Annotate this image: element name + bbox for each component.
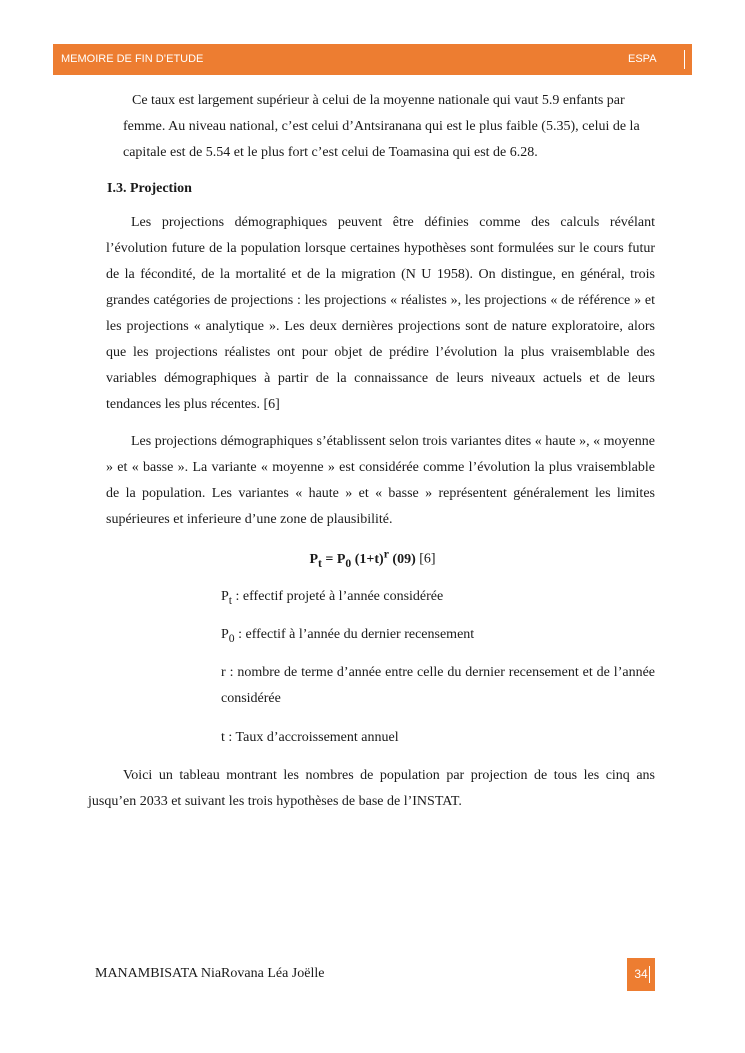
definition-pt: $P_t$ : effectif projeté à l’année considérée	[221, 589, 444, 607]
paragraph-projection-definition: Les projections démographiques peuvent être définies comme des calculs révélant l’évolution future de la population lorsque certaines hypothèses sont formulées sur le cours futur de la fécondité, de la mortalité et de la migration (N U 1958). On distingue, en général, trois grandes catégories de projections : les projections « réalistes », les projections « de référence » et les projections « analytique ». Les deux dernières projections sont de nature exploratoire, alors que les projections réalistes ont pour objet de prédire l’évolution la plus vraisemblable des variables démographiques à partir de la connaissance de leurs niveaux actuels et de leurs tendances les plus récentes. [6]	[106, 215, 655, 412]
header-title: MEMOIRE DE FIN D’ETUDE	[61, 53, 204, 65]
header-institution: ESPA	[628, 53, 657, 65]
page-number: 34	[634, 967, 648, 981]
footer-author: MANAMBISATA NiaRovana Léa Joëlle	[95, 966, 325, 981]
page-header	[53, 44, 692, 75]
header-separator	[684, 50, 685, 69]
definition-p0: $P_0$ : effectif à l’année du dernier recensement	[221, 627, 475, 645]
page-number-bar	[649, 966, 650, 983]
definition-r: r : nombre de terme d’année entre celle du dernier recensement et de l’année considérée	[221, 665, 655, 706]
definition-t: t : Taux d’accroissement annuel	[221, 730, 399, 745]
paragraph-projection-variants: Les projections démographiques s’établissent selon trois variantes dites « haute », « moyenne » et « basse ». La variante « moyenne » est considérée comme l’évolution la plus vraisemblable de la population. Les variantes « haute » et « basse » représentent généralement les limites supérieures et inferieure d’une zone de plausibilité.	[106, 434, 655, 527]
projection-formula: $P_t = P_0$ $(1+t)^r$ (09) [6]	[309, 547, 436, 570]
page-number-badge	[627, 958, 655, 991]
paragraph-fertility-rate: Ce taux est largement supérieur à celui de la moyenne nationale qui vaut 5.9 enfants par femme. Au niveau national, c’est celui d’Antsiranana qui est le plus faible (5.35), celui de la capitale est de 5.54 et le plus fort c’est celui de Toamasina qui est de 6.28.	[123, 93, 640, 160]
paragraph-table-intro: Voici un tableau montrant les nombres de population par projection de tous les cinq ans jusqu’en 2033 et suivant les trois hypothèses de base de l’INSTAT.	[88, 768, 655, 809]
section-heading: I.3. Projection	[107, 181, 192, 196]
